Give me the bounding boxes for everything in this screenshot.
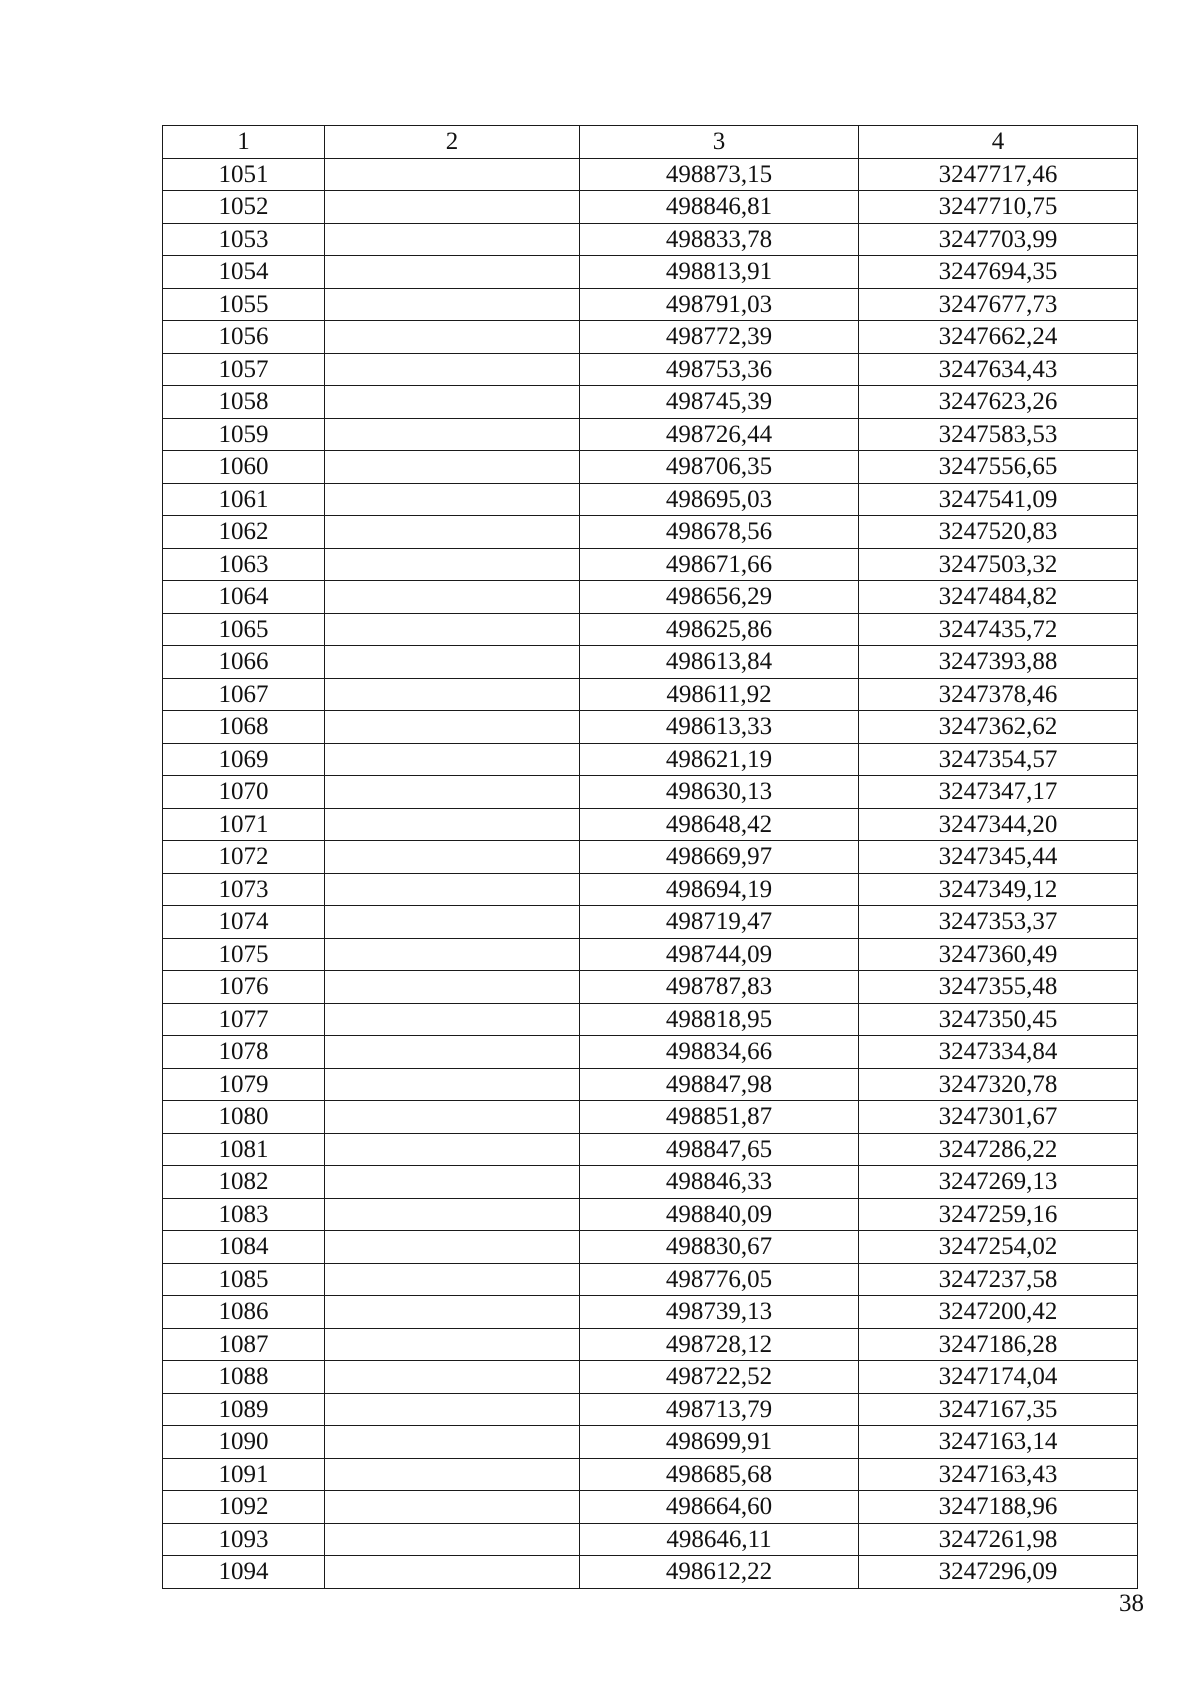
- empty-cell: [325, 451, 580, 484]
- point-number-cell: 1056: [163, 321, 325, 354]
- y-coordinate-cell: 3247188,96: [859, 1491, 1138, 1524]
- table-row: [163, 1296, 1138, 1329]
- table-row: [163, 1166, 1138, 1199]
- y-coordinate-cell: 3247301,67: [859, 1101, 1138, 1134]
- x-coordinate-cell: 498745,39: [580, 386, 859, 419]
- x-coordinate-cell: 498846,81: [580, 191, 859, 224]
- point-number-cell: 1065: [163, 613, 325, 646]
- point-number-cell: 1093: [163, 1523, 325, 1556]
- point-number-cell: 1094: [163, 1556, 325, 1589]
- y-coordinate-cell: 3247350,45: [859, 1003, 1138, 1036]
- table-row: [163, 353, 1138, 386]
- x-coordinate-cell: 498726,44: [580, 418, 859, 451]
- table-row: [163, 1263, 1138, 1296]
- y-coordinate-cell: 3247634,43: [859, 353, 1138, 386]
- table-row: [163, 1068, 1138, 1101]
- x-coordinate-cell: 498722,52: [580, 1361, 859, 1394]
- x-coordinate-cell: 498685,68: [580, 1458, 859, 1491]
- y-coordinate-cell: 3247484,82: [859, 581, 1138, 614]
- empty-cell: [325, 1556, 580, 1589]
- empty-cell: [325, 1166, 580, 1199]
- table-row: [163, 841, 1138, 874]
- empty-cell: [325, 1328, 580, 1361]
- empty-cell: [325, 776, 580, 809]
- y-coordinate-cell: 3247541,09: [859, 483, 1138, 516]
- table-body: [163, 158, 1138, 1588]
- x-coordinate-cell: 498630,13: [580, 776, 859, 809]
- x-coordinate-cell: 498776,05: [580, 1263, 859, 1296]
- y-coordinate-cell: 3247503,32: [859, 548, 1138, 581]
- table-row: [163, 483, 1138, 516]
- y-coordinate-cell: 3247354,57: [859, 743, 1138, 776]
- point-number-cell: 1086: [163, 1296, 325, 1329]
- y-coordinate-cell: 3247393,88: [859, 646, 1138, 679]
- table-row: [163, 873, 1138, 906]
- x-coordinate-cell: 498613,33: [580, 711, 859, 744]
- x-coordinate-cell: 498664,60: [580, 1491, 859, 1524]
- x-coordinate-cell: 498646,11: [580, 1523, 859, 1556]
- y-coordinate-cell: 3247378,46: [859, 678, 1138, 711]
- empty-cell: [325, 1458, 580, 1491]
- page-number: 38: [1119, 1590, 1144, 1617]
- point-number-cell: 1084: [163, 1231, 325, 1264]
- point-number-cell: 1082: [163, 1166, 325, 1199]
- empty-cell: [325, 1231, 580, 1264]
- table-row: [163, 1198, 1138, 1231]
- x-coordinate-cell: 498818,95: [580, 1003, 859, 1036]
- empty-cell: [325, 1523, 580, 1556]
- table-row: [163, 386, 1138, 419]
- table-row: [163, 938, 1138, 971]
- x-coordinate-cell: 498706,35: [580, 451, 859, 484]
- table-row: [163, 743, 1138, 776]
- table-row: [163, 1003, 1138, 1036]
- table-row: [163, 971, 1138, 1004]
- point-number-cell: 1066: [163, 646, 325, 679]
- empty-cell: [325, 938, 580, 971]
- point-number-cell: 1052: [163, 191, 325, 224]
- x-coordinate-cell: 498699,91: [580, 1426, 859, 1459]
- column-header-3: 3: [580, 126, 859, 159]
- table-row: [163, 1133, 1138, 1166]
- empty-cell: [325, 711, 580, 744]
- y-coordinate-cell: 3247237,58: [859, 1263, 1138, 1296]
- point-number-cell: 1055: [163, 288, 325, 321]
- point-number-cell: 1051: [163, 158, 325, 191]
- empty-cell: [325, 971, 580, 1004]
- point-number-cell: 1060: [163, 451, 325, 484]
- x-coordinate-cell: 498772,39: [580, 321, 859, 354]
- table-row: [163, 321, 1138, 354]
- empty-cell: [325, 158, 580, 191]
- empty-cell: [325, 1133, 580, 1166]
- table-row: [163, 223, 1138, 256]
- table-row: [163, 678, 1138, 711]
- table-row: [163, 548, 1138, 581]
- empty-cell: [325, 1036, 580, 1069]
- y-coordinate-cell: 3247296,09: [859, 1556, 1138, 1589]
- x-coordinate-cell: 498613,84: [580, 646, 859, 679]
- x-coordinate-cell: 498728,12: [580, 1328, 859, 1361]
- x-coordinate-cell: 498847,65: [580, 1133, 859, 1166]
- empty-cell: [325, 1296, 580, 1329]
- y-coordinate-cell: 3247259,16: [859, 1198, 1138, 1231]
- x-coordinate-cell: 498611,92: [580, 678, 859, 711]
- empty-cell: [325, 581, 580, 614]
- empty-cell: [325, 1263, 580, 1296]
- y-coordinate-cell: 3247349,12: [859, 873, 1138, 906]
- empty-cell: [325, 646, 580, 679]
- point-number-cell: 1062: [163, 516, 325, 549]
- x-coordinate-cell: 498625,86: [580, 613, 859, 646]
- y-coordinate-cell: 3247717,46: [859, 158, 1138, 191]
- empty-cell: [325, 1003, 580, 1036]
- x-coordinate-cell: 498840,09: [580, 1198, 859, 1231]
- point-number-cell: 1064: [163, 581, 325, 614]
- y-coordinate-cell: 3247347,17: [859, 776, 1138, 809]
- empty-cell: [325, 1426, 580, 1459]
- table-row: [163, 1426, 1138, 1459]
- y-coordinate-cell: 3247320,78: [859, 1068, 1138, 1101]
- x-coordinate-cell: 498834,66: [580, 1036, 859, 1069]
- y-coordinate-cell: 3247167,35: [859, 1393, 1138, 1426]
- empty-cell: [325, 743, 580, 776]
- point-number-cell: 1068: [163, 711, 325, 744]
- y-coordinate-cell: 3247556,65: [859, 451, 1138, 484]
- empty-cell: [325, 873, 580, 906]
- x-coordinate-cell: 498833,78: [580, 223, 859, 256]
- point-number-cell: 1071: [163, 808, 325, 841]
- point-number-cell: 1087: [163, 1328, 325, 1361]
- column-header-2: 2: [325, 126, 580, 159]
- point-number-cell: 1054: [163, 256, 325, 289]
- y-coordinate-cell: 3247662,24: [859, 321, 1138, 354]
- table-row: [163, 808, 1138, 841]
- empty-cell: [325, 516, 580, 549]
- column-header-4: 4: [859, 126, 1138, 159]
- coordinates-table: [162, 125, 1138, 1589]
- point-number-cell: 1063: [163, 548, 325, 581]
- x-coordinate-cell: 498678,56: [580, 516, 859, 549]
- table-row: [163, 1328, 1138, 1361]
- empty-cell: [325, 808, 580, 841]
- empty-cell: [325, 613, 580, 646]
- empty-cell: [325, 1361, 580, 1394]
- y-coordinate-cell: 3247286,22: [859, 1133, 1138, 1166]
- empty-cell: [325, 386, 580, 419]
- x-coordinate-cell: 498753,36: [580, 353, 859, 386]
- table-row: [163, 1231, 1138, 1264]
- point-number-cell: 1059: [163, 418, 325, 451]
- table-row: [163, 581, 1138, 614]
- x-coordinate-cell: 498669,97: [580, 841, 859, 874]
- y-coordinate-cell: 3247269,13: [859, 1166, 1138, 1199]
- x-coordinate-cell: 498671,66: [580, 548, 859, 581]
- table-row: [163, 1036, 1138, 1069]
- table-row: [163, 646, 1138, 679]
- x-coordinate-cell: 498648,42: [580, 808, 859, 841]
- point-number-cell: 1072: [163, 841, 325, 874]
- empty-cell: [325, 1393, 580, 1426]
- y-coordinate-cell: 3247360,49: [859, 938, 1138, 971]
- y-coordinate-cell: 3247345,44: [859, 841, 1138, 874]
- empty-cell: [325, 321, 580, 354]
- empty-cell: [325, 191, 580, 224]
- table-row: [163, 288, 1138, 321]
- x-coordinate-cell: 498830,67: [580, 1231, 859, 1264]
- y-coordinate-cell: 3247200,42: [859, 1296, 1138, 1329]
- x-coordinate-cell: 498791,03: [580, 288, 859, 321]
- table-row: [163, 158, 1138, 191]
- table-row: [163, 613, 1138, 646]
- point-number-cell: 1092: [163, 1491, 325, 1524]
- table-row: [163, 1523, 1138, 1556]
- y-coordinate-cell: 3247163,14: [859, 1426, 1138, 1459]
- table-row: [163, 776, 1138, 809]
- point-number-cell: 1080: [163, 1101, 325, 1134]
- empty-cell: [325, 548, 580, 581]
- table-row: [163, 418, 1138, 451]
- table-header-row: [163, 126, 1138, 159]
- x-coordinate-cell: 498787,83: [580, 971, 859, 1004]
- empty-cell: [325, 1198, 580, 1231]
- y-coordinate-cell: 3247353,37: [859, 906, 1138, 939]
- x-coordinate-cell: 498656,29: [580, 581, 859, 614]
- point-number-cell: 1070: [163, 776, 325, 809]
- empty-cell: [325, 906, 580, 939]
- x-coordinate-cell: 498851,87: [580, 1101, 859, 1134]
- x-coordinate-cell: 498713,79: [580, 1393, 859, 1426]
- table-row: [163, 1101, 1138, 1134]
- table-row: [163, 711, 1138, 744]
- x-coordinate-cell: 498694,19: [580, 873, 859, 906]
- empty-cell: [325, 288, 580, 321]
- point-number-cell: 1073: [163, 873, 325, 906]
- table-row: [163, 256, 1138, 289]
- table-row: [163, 1393, 1138, 1426]
- point-number-cell: 1091: [163, 1458, 325, 1491]
- empty-cell: [325, 841, 580, 874]
- empty-cell: [325, 353, 580, 386]
- y-coordinate-cell: 3247186,28: [859, 1328, 1138, 1361]
- x-coordinate-cell: 498621,19: [580, 743, 859, 776]
- y-coordinate-cell: 3247623,26: [859, 386, 1138, 419]
- y-coordinate-cell: 3247261,98: [859, 1523, 1138, 1556]
- y-coordinate-cell: 3247163,43: [859, 1458, 1138, 1491]
- point-number-cell: 1074: [163, 906, 325, 939]
- empty-cell: [325, 1491, 580, 1524]
- y-coordinate-cell: 3247334,84: [859, 1036, 1138, 1069]
- point-number-cell: 1081: [163, 1133, 325, 1166]
- x-coordinate-cell: 498719,47: [580, 906, 859, 939]
- point-number-cell: 1075: [163, 938, 325, 971]
- point-number-cell: 1078: [163, 1036, 325, 1069]
- x-coordinate-cell: 498873,15: [580, 158, 859, 191]
- point-number-cell: 1077: [163, 1003, 325, 1036]
- point-number-cell: 1058: [163, 386, 325, 419]
- x-coordinate-cell: 498744,09: [580, 938, 859, 971]
- table-row: [163, 906, 1138, 939]
- column-header-1: 1: [163, 126, 325, 159]
- y-coordinate-cell: 3247362,62: [859, 711, 1138, 744]
- point-number-cell: 1083: [163, 1198, 325, 1231]
- x-coordinate-cell: 498813,91: [580, 256, 859, 289]
- x-coordinate-cell: 498695,03: [580, 483, 859, 516]
- y-coordinate-cell: 3247355,48: [859, 971, 1138, 1004]
- empty-cell: [325, 1101, 580, 1134]
- point-number-cell: 1057: [163, 353, 325, 386]
- table-row: [163, 191, 1138, 224]
- x-coordinate-cell: 498847,98: [580, 1068, 859, 1101]
- y-coordinate-cell: 3247583,53: [859, 418, 1138, 451]
- x-coordinate-cell: 498846,33: [580, 1166, 859, 1199]
- table-row: [163, 451, 1138, 484]
- table-row: [163, 1361, 1138, 1394]
- point-number-cell: 1079: [163, 1068, 325, 1101]
- y-coordinate-cell: 3247703,99: [859, 223, 1138, 256]
- empty-cell: [325, 1068, 580, 1101]
- y-coordinate-cell: 3247710,75: [859, 191, 1138, 224]
- y-coordinate-cell: 3247435,72: [859, 613, 1138, 646]
- y-coordinate-cell: 3247174,04: [859, 1361, 1138, 1394]
- table-row: [163, 516, 1138, 549]
- point-number-cell: 1067: [163, 678, 325, 711]
- empty-cell: [325, 678, 580, 711]
- x-coordinate-cell: 498612,22: [580, 1556, 859, 1589]
- empty-cell: [325, 483, 580, 516]
- point-number-cell: 1085: [163, 1263, 325, 1296]
- table-row: [163, 1491, 1138, 1524]
- point-number-cell: 1089: [163, 1393, 325, 1426]
- y-coordinate-cell: 3247694,35: [859, 256, 1138, 289]
- y-coordinate-cell: 3247254,02: [859, 1231, 1138, 1264]
- empty-cell: [325, 256, 580, 289]
- y-coordinate-cell: 3247520,83: [859, 516, 1138, 549]
- point-number-cell: 1076: [163, 971, 325, 1004]
- point-number-cell: 1088: [163, 1361, 325, 1394]
- point-number-cell: 1069: [163, 743, 325, 776]
- table-row: [163, 1556, 1138, 1589]
- table-row: [163, 1458, 1138, 1491]
- point-number-cell: 1061: [163, 483, 325, 516]
- x-coordinate-cell: 498739,13: [580, 1296, 859, 1329]
- empty-cell: [325, 418, 580, 451]
- y-coordinate-cell: 3247677,73: [859, 288, 1138, 321]
- point-number-cell: 1090: [163, 1426, 325, 1459]
- y-coordinate-cell: 3247344,20: [859, 808, 1138, 841]
- empty-cell: [325, 223, 580, 256]
- point-number-cell: 1053: [163, 223, 325, 256]
